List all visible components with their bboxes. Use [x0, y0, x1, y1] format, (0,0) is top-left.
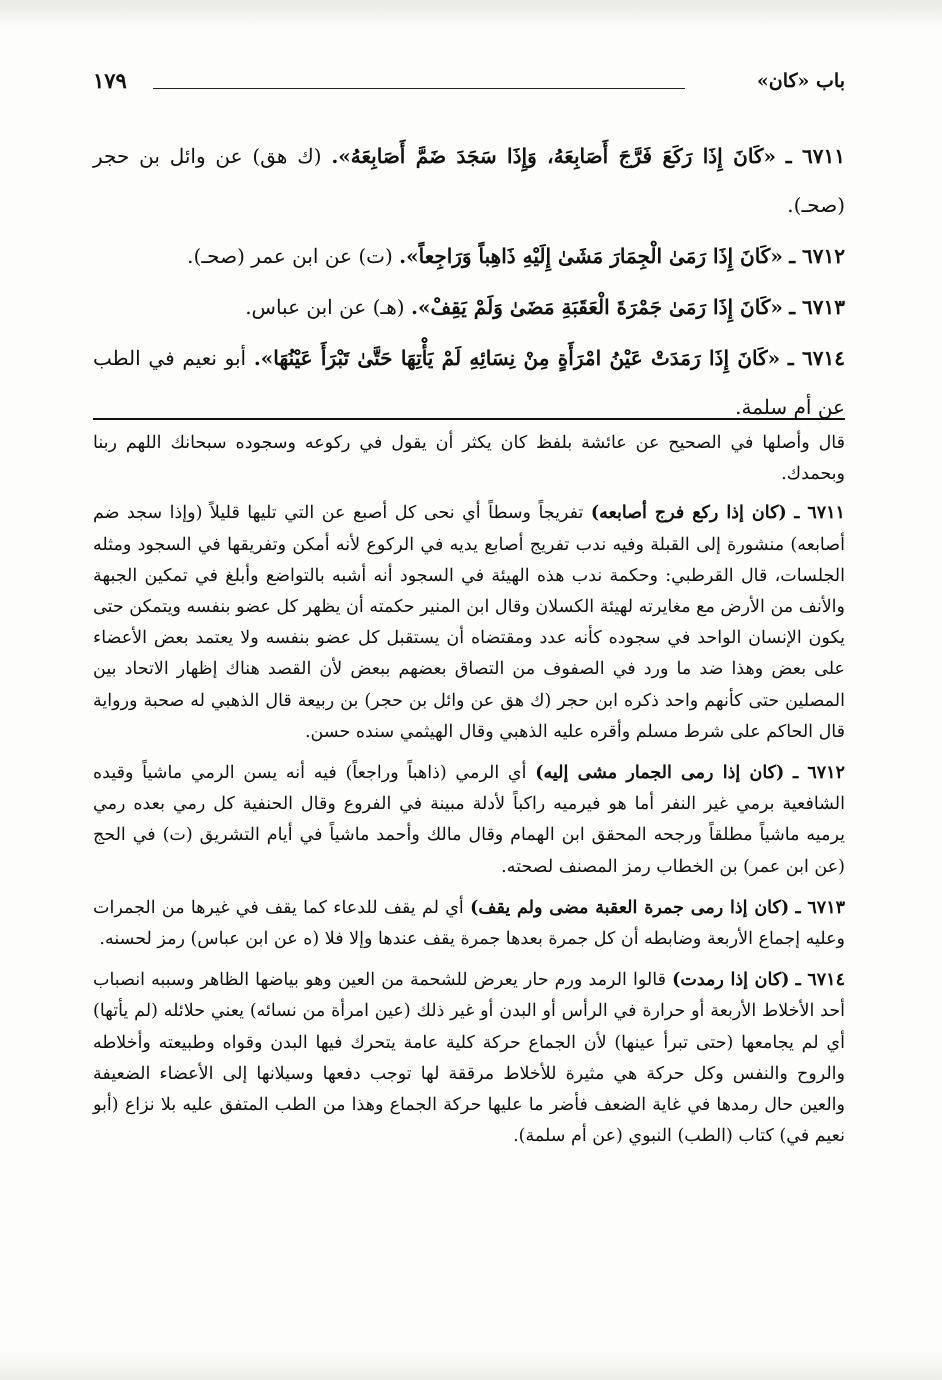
- commentary-number: ٦٧١٣ ـ: [795, 897, 845, 918]
- commentary-text: أي الرمي (ذاهباً وراجعاً) فيه أنه يسن الرمي ماشياً وقيده الشافعية برمي غير النفر أما هو فيرميه راكباً لأدلة مبينة في الفروع وقال الحنفية كل رمي بعده رمي يرميه ماشياً مطلقاً ورجحه المحقق ابن الهمام وقال مالك وأحمد ماشياً في أيام التشريق (ت) في الحج (عن ابن عمر) بن الخطاب رمز المصنف لصحته.: [93, 763, 845, 877]
- scan-shadow-bottom: [0, 1352, 942, 1380]
- hadith-matn: «كَانَ إِذَا رَمَدَتْ عَيْنُ امْرَأَةٍ مِنْ نِسَائِهِ لَمْ يَأْتِهَا حَتَّىٰ تَبْرَأَ عَيْنُهَا».: [253, 346, 781, 370]
- hadith-number: ٦٧١١ ـ: [785, 144, 846, 168]
- hadith-matn: «كَانَ إِذَا رَمَىٰ جَمْرَةَ الْعَقَبَةِ مَضَىٰ وَلَمْ يَقِفْ».: [410, 295, 783, 319]
- hadith-number: ٦٧١٢ ـ: [789, 244, 845, 268]
- section-separator-rule: [93, 418, 845, 420]
- hadith-number: ٦٧١٤ ـ: [787, 346, 845, 370]
- commentary-lemma: (كان إذا رمدت): [672, 970, 790, 991]
- commentary-number: ٦٧١٢ ـ: [792, 763, 845, 784]
- hadith-number: ٦٧١٣ ـ: [789, 295, 845, 319]
- commentary-entry: [93, 498, 845, 748]
- commentary-text: تفريجاً وسطاً أي نحى كل أصبع عن التي تليها قليلاً (وإذا سجد ضم أصابعه) منشورة إلى القبلة وفيه ندب تفريج أصابع يديه في الركوع لأنه أمكن وتفريقها في السجود ومثله الجلسات، قال القرطبي: وحكمة ندب هذه الهيئة في السجود أنه أشبه بالتواضع وأبلغ في تمكين الجبهة والأنف من الأرض مع مغايرته لهيئة الكسلان وقال ابن المنير حكمته أن يظهر كل عضو بنفسه ويتمكن حتى يكون الإنسان الواحد في سجوده كأنه عدد ومقتضاه أن يستقبل كل عضو بنفسه ولا يعتمد بعض الأعضاء على بعض وهذا ضد ما ورد في الصفوف من التصاق بعضهم ببعض لأن القصد هناك إظهار الاتحاد بين المصلين حتى كأنهم واحد ذكره ابن حجر (ك هق عن وائل بن حجر) بن ربيعة قال الذهبي له صحبة ورواية قال الحاكم على شرط مسلم وأقره عليه الذهبي وقال الهيثمي سنده حسن.: [93, 503, 845, 742]
- hadith-source: (ك هق) عن وائل بن حجر (صحـ).: [93, 144, 845, 217]
- commentary-lemma: (كان إذا ركع فرج أصابعه): [590, 503, 787, 524]
- commentary-intro: قال وأصلها في الصحيح عن عائشة بلفظ كان يكثر أن يقول في ركوعه وسجوده سبحانك اللهم ربنا وبحمدك.: [93, 433, 845, 485]
- hadith-matn: «كَانَ إِذَا رَمَىٰ الْجِمَارَ مَشَىٰ إِلَيْهِ ذَاهِباً وَرَاجِعاً».: [399, 244, 783, 268]
- commentary-lemma: (كان إذا رمى الجمار مشى إليه): [535, 763, 785, 784]
- scan-shadow-top: [0, 0, 942, 30]
- commentary-entry: [93, 758, 845, 883]
- hadith-source: (هـ) عن ابن عباس.: [245, 295, 405, 319]
- commentary-number: ٦٧١٤ ـ: [795, 970, 845, 991]
- hadith-matn: «كَانَ إِذَا رَكَعَ فَرَّجَ أَصَابِعَهُ، وَإِذَا سَجَدَ ضَمَّ أَصَابِعَهُ».: [331, 144, 776, 168]
- page-header: [93, 66, 845, 98]
- commentary-text: أي لم يقف للدعاء كما يقف في غيرها من الجمرات وعليه إجماع الأربعة وضابطه أن كل جمرة بعدها جمرة يقف عندها وإلا فلا (ه عن ابن عباس) رمز لحسنه.: [93, 897, 845, 950]
- commentary-entry: [93, 965, 845, 1152]
- page-number: ١٧٩: [93, 68, 127, 93]
- hadith-entry: [93, 132, 845, 230]
- commentary-lemma: (كان إذا رمى جمرة العقبة مضى ولم يقف): [470, 897, 790, 918]
- hadith-entry: [93, 232, 845, 281]
- hadith-source: (ت) عن ابن عمر (صحـ).: [187, 244, 393, 268]
- commentary-number: ٦٧١١ ـ: [794, 503, 845, 524]
- running-title: باب «كان»: [756, 70, 845, 92]
- commentary-text: قالوا الرمد ورم حار يعرض للشحمة من العين وهو بياضها الظاهر وسببه انصباب أحد الأخلاط الأربعة أو حرارة في الرأس أو البدن أو غير ذلك (عين امرأة من نسائه) يعني حلائله (لم يأتها) أي لم يجامعها (حتى تبرأ عينها) لأن الجماع حركة كلية عامة يتحرك فيها البدن وقواه وطبيعته وأخلاطه والروح والنفس وكل حركة هي مثيرة للأخلاط مرققة لها توجب دفعها وسيلانها إلى الأعضاء الضعيفة والعين حال رمدها في غاية الضعف فأضر ما عليها حركة الجماع وهذا من الطب المتفق عليه بلا نزاع (أبو نعيم في) كتاب (الطب) النبوي (عن أم سلمة).: [93, 970, 845, 1147]
- hadith-source: أبو نعيم في الطب عن أم سلمة.: [93, 346, 845, 419]
- hadith-entry: [93, 283, 845, 332]
- hadith-text-section: [93, 132, 845, 434]
- header-rule: [153, 88, 685, 89]
- commentary-entry: [93, 893, 845, 955]
- commentary-section: [93, 428, 845, 1162]
